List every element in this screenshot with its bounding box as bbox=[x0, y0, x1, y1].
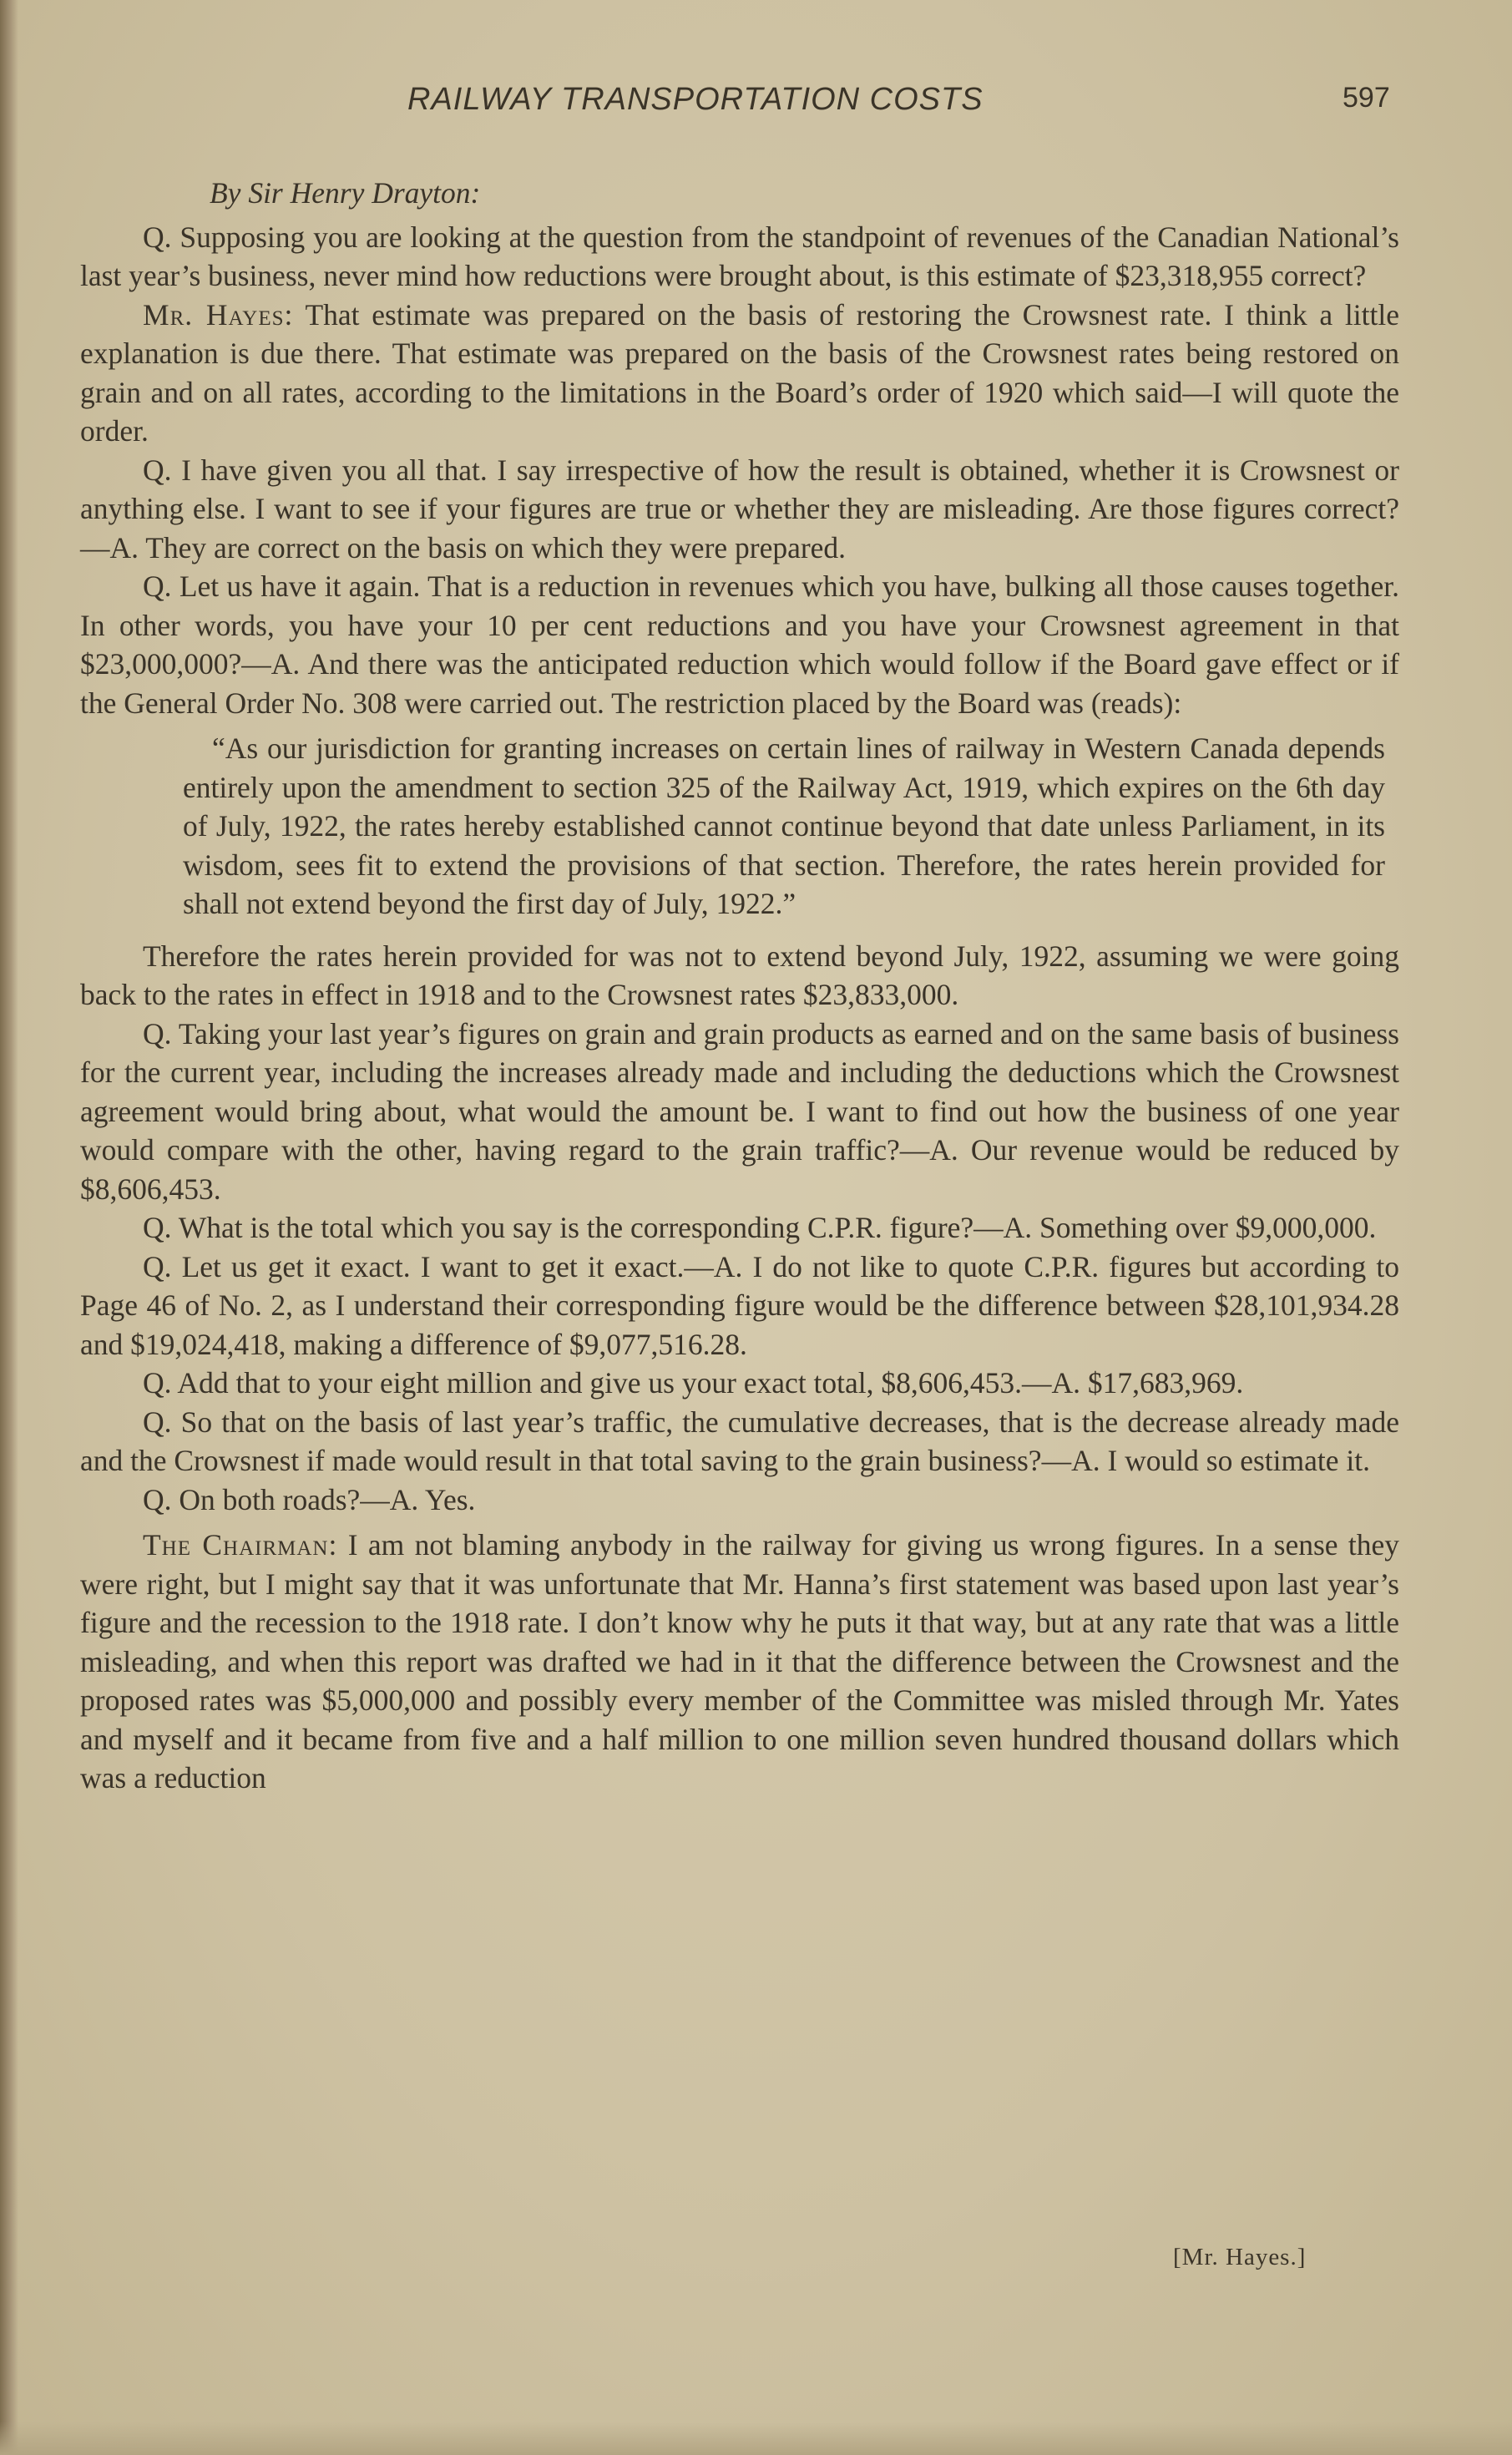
paragraph-7: Q. What is the total which you say is the corresponding C.P.R. figure?—A. Something over $9,000,000. bbox=[143, 1211, 1377, 1244]
paragraph-6: Q. Taking your last year’s figures on grain and grain products as earned and on the same basis of business for the current year, including the increases already made and including the deductions which the Crowsnest agreement would bring about, what would the amount be. I want to find out how the business of one year would compare with the other, having regard to the grain traffic?—A. Our revenue would be reduced by $8,606,453. bbox=[80, 1016, 1399, 1206]
speaker-label: Mr. Hayes: bbox=[143, 297, 294, 332]
paragraph-2 bbox=[80, 296, 1399, 451]
paragraph-9: Q. Add that to your eight million and give us your exact total, $8,606,453.—A. $17,683,969. bbox=[143, 1366, 1244, 1400]
paragraph-5: Therefore the rates herein provided for was not to extend beyond July, 1922, assuming we were going back to the rates in effect in 1918 and to the Crowsnest rates $23,833,000. bbox=[80, 939, 1399, 1011]
paragraph-12 bbox=[80, 1526, 1399, 1798]
footer-speaker-tag: [Mr. Hayes.] bbox=[1173, 2244, 1307, 2270]
page-number: 597 bbox=[1343, 82, 1390, 114]
speaker-label: The Chairman: bbox=[143, 1528, 338, 1562]
paragraph-3: Q. I have given you all that. I say irrespective of how the result is obtained, whether it is Crowsnest or anything else. I want to see if your figures are true or whether they are misleading. Are those figures correct?—A. They are correct on the basis on which they were prepared. bbox=[80, 453, 1399, 564]
paragraph-4: Q. Let us have it again. That is a reduction in revenues which you have, bulking all those causes together. In other words, you have your 10 per cent reductions and you have your Crowsnest agreement in that $23,000,000?—A. And there was the anticipated reduction which would follow if the Board gave effect or if the General Order No. 308 were carried out. The restriction placed by the Board was (reads): bbox=[80, 569, 1399, 720]
paragraph-12-text: I am not blaming anybody in the railway for giving us wrong figures. In a sense they were right, but I might say that it was unfortunate that Mr. Hanna’s first statement was based upon last year’s figure and the recession to the 1918 rate. I don’t know why he puts it that way, but at any rate that was a little misleading, and when this report was drafted we had in it that the difference between the Crowsnest and the proposed rates was $5,000,000 and possibly every member of the Committee was misled through Mr. Yates and myself and it became from five and a half million to one million seven hundred thousand dollars which was a reduction bbox=[80, 1528, 1400, 1794]
running-title: RAILWAY TRANSPORTATION COSTS bbox=[407, 82, 984, 117]
paragraph-11: Q. On both roads?—A. Yes. bbox=[143, 1482, 476, 1516]
block-quote: “As our jurisdiction for granting increases on certain lines of railway in Western Canada depends entirely upon the amendment to section 325 of the Railway Act, 1919, which expires on the 6th day of July, 1922, the rates hereby established cannot continue beyond that date unless Parliament, in its wisdom, sees fit to extend the provisions of that section. Therefore, the rates herein provided for shall not extend beyond the first day of July, 1922.” bbox=[183, 731, 1385, 920]
page-bottom-shadow bbox=[0, 2422, 1512, 2455]
body-text bbox=[80, 174, 1399, 1798]
paragraph-10: Q. So that on the basis of last year’s traffic, the cumulative decreases, that is the decrease already made and the Crowsnest if made would result in that total saving to the grain business?—A. I would so estimate it. bbox=[80, 1405, 1399, 1477]
paragraph-2-text: That estimate was prepared on the basis of restoring the Crowsnest rate. I think a little explanation is due there. That estimate was prepared on the basis of the Crowsnest rates being restored on grain and on all rates, according to the limitations in the Board’s order of 1920 which said—I will quote the order. bbox=[80, 297, 1399, 448]
binding-edge bbox=[0, 0, 18, 2455]
paragraph-1: Q. Supposing you are looking at the question from the standpoint of revenues of the Canadian National’s last year’s business, never mind how reductions were brought about, is this estimate of $23,318,955 correct? bbox=[80, 220, 1399, 292]
page-header bbox=[0, 82, 1512, 132]
paragraph-8: Q. Let us get it exact. I want to get it exact.—A. I do not like to quote C.P.R. figures but according to Page 46 of No. 2, as I understand their corresponding figure would be the difference between $28,101,934.28 and $19,024,418, making a difference of $9,077,516.28. bbox=[80, 1249, 1399, 1361]
byline: By Sir Henry Drayton: bbox=[210, 176, 481, 210]
